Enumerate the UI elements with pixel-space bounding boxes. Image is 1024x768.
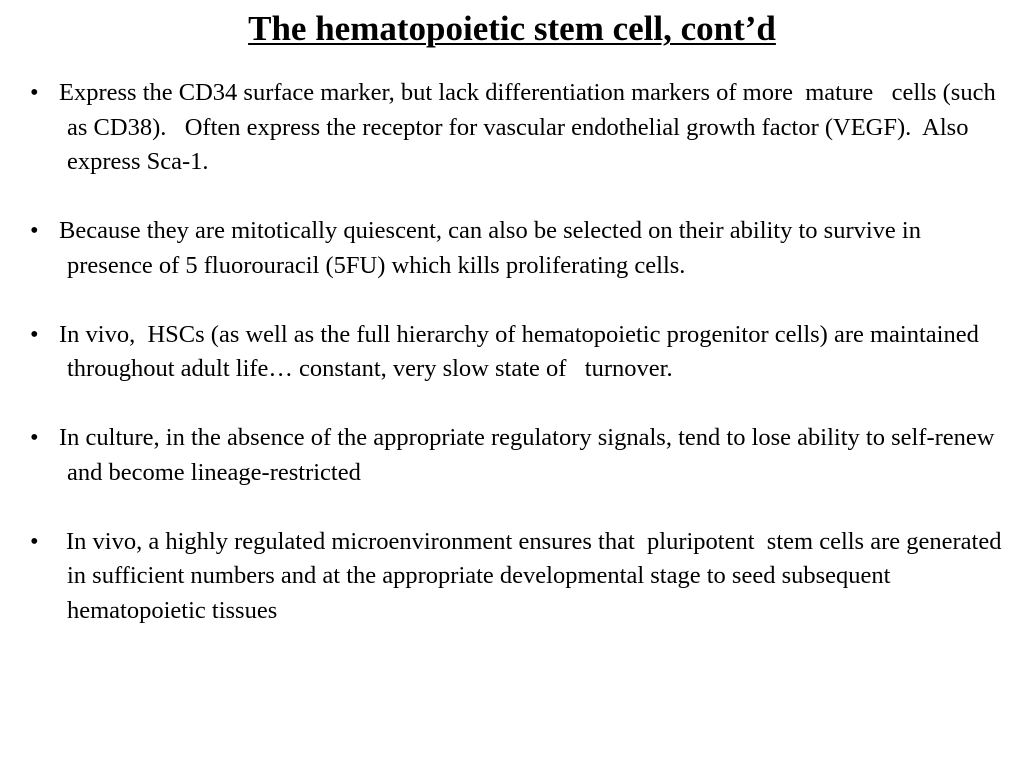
bullet-item-3 [30, 318, 1005, 387]
bullet-list [30, 76, 1008, 663]
bullet-text-1: Express the CD34 surface marker, but lack differentiation markers of more mature cells (such as CD38). Often express the receptor for vascular endothelial growth factor (VEGF). Also express Sca-1. [59, 79, 1002, 175]
bullet-icon: • [30, 217, 39, 244]
bullet-text-3: In vivo, HSCs (as well as the full hierarchy of hematopoietic progenitor cells) are maintained throughout adult life… constant, very slow state of turnover. [59, 320, 985, 382]
bullet-icon: • [30, 527, 39, 555]
bullet-text-4: In culture, in the absence of the appropriate regulatory signals, tend to lose ability to self-renew and become lineage-restricted [59, 424, 1001, 486]
bullet-icon: • [30, 424, 39, 451]
bullet-text-5: In vivo, a highly regulated microenvironment ensures that pluripotent stem cells are generated in sufficient numbers and at the appropriate developmental stage to seed subsequent hematopoietic tissues [66, 527, 1008, 624]
bullet-item-1 [30, 76, 1005, 180]
bullet-item-4 [30, 421, 1005, 490]
slide-title: The hematopoietic stem cell, cont’d [248, 9, 776, 48]
bullet-icon: • [30, 79, 39, 106]
bullet-text-2: Because they are mitotically quiescent, can also be selected on their ability to survive in presence of 5 fluorouracil (5FU) which kills proliferating cells. [59, 217, 928, 279]
bullet-icon: • [30, 320, 39, 348]
bullet-item-5 [30, 525, 1008, 629]
bullet-item-2 [30, 214, 1005, 283]
